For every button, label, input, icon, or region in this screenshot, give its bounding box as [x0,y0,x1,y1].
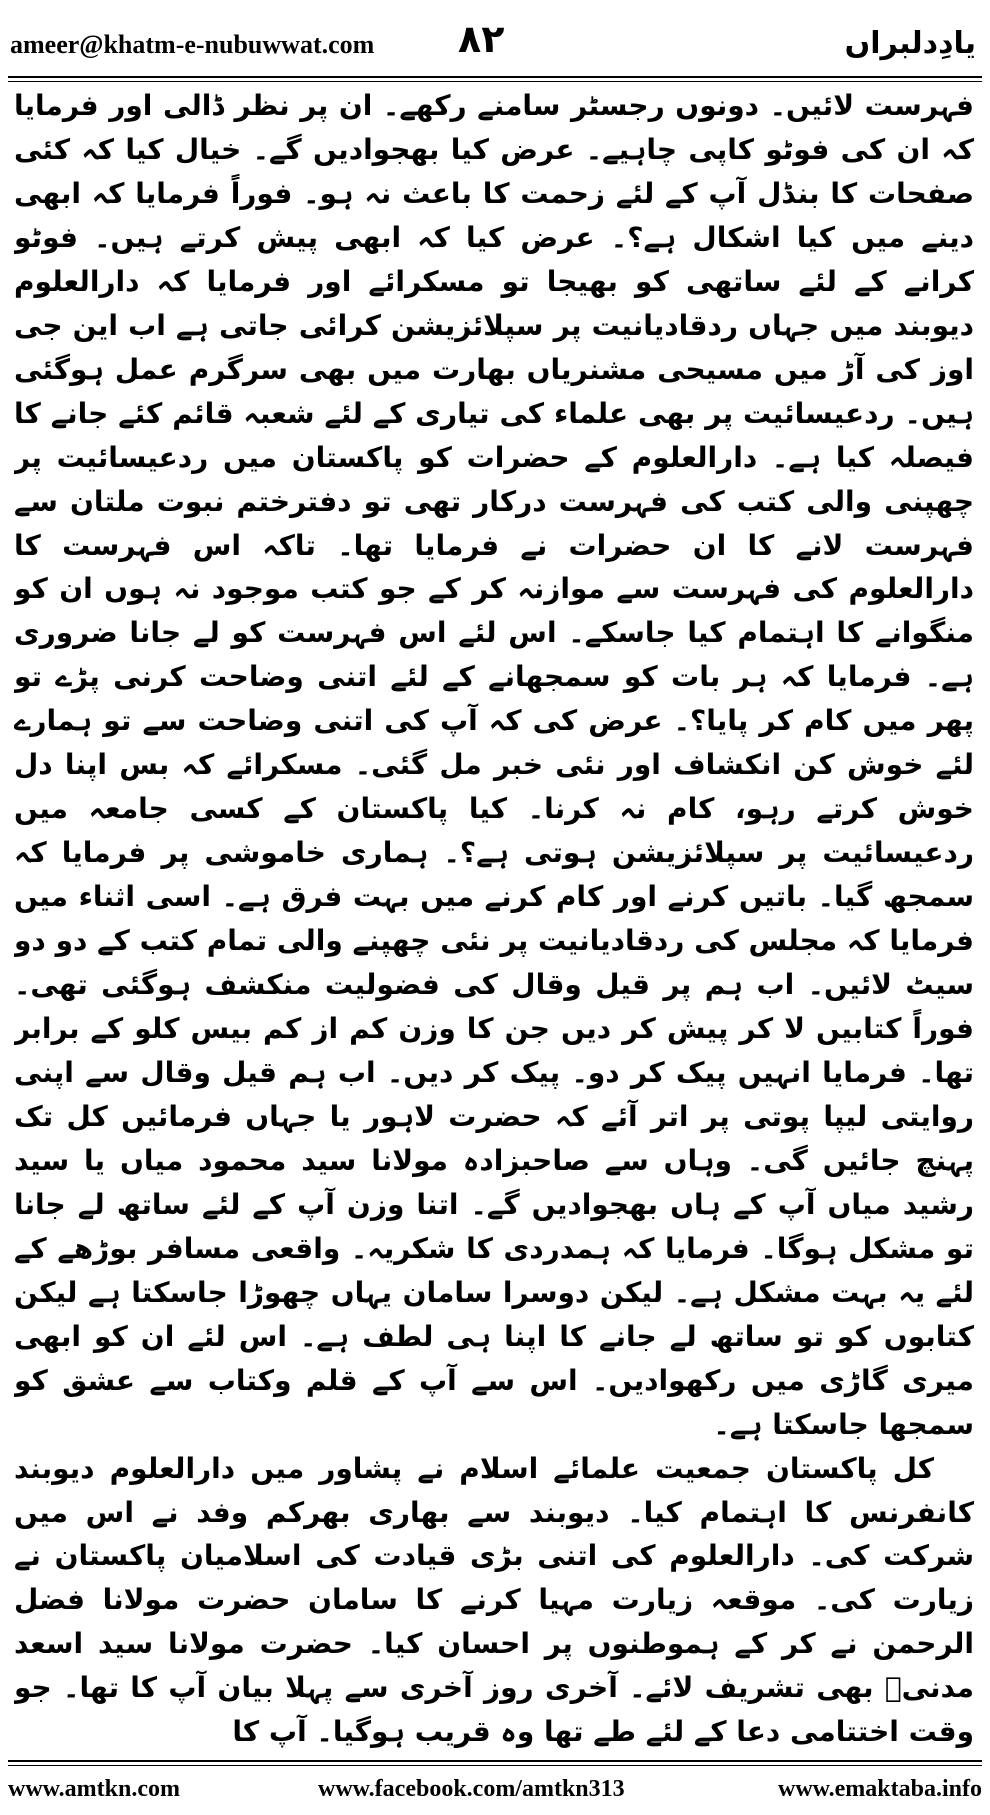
page-number: ۸۲ [458,17,505,61]
footer-link-amtkn[interactable]: www.amtkn.com [8,1776,180,1802]
book-title: یادِدلبراں [844,26,976,61]
body-paragraph-2: کل پاکستان جمعیت علمائے اسلام نے پشاور میں دارالعلوم دیوبند کانفرنس کا اہتمام کیا۔ دیوبند سے بھاری بھرکم وفد نے اس میں شرکت کی۔ دارالعلوم کی اتنی بڑی قیادت کی اسلامیان پاکستان نے زیارت کی۔ موقعہ زیارت مہیا کرنے کا سامان حضرت مولانا فضل الرحمن نے کر کے ہموطنوں پر احسان کیا۔ حضرت مولانا سید اسعد مدنیؒ بھی تشریف لائے۔ آخری روز آخری سے پہلا بیان آپ کا تھا۔ جو وقت اختتامی دعا کے لئے طے تھا وہ قریب ہوگیا۔ آپ کا [14,1451,974,1749]
body-paragraph-1: فہرست لائیں۔ دونوں رجسٹر سامنے رکھے۔ ان پر نظر ڈالی اور فرمایا کہ ان کی فوٹو کاپی چاہیے۔ عرض کیا بھجوادیں گے۔ خیال کیا کہ کئی صفحات کا بنڈل آپ کے لئے زحمت کا باعث نہ ہو۔ فوراً فرمایا کہ ابھی دینے میں کیا اشکال ہے؟۔ عرض کیا کہ ابھی پیش کرتے ہیں۔ فوٹو کرانے کے لئے ساتھی کو بھیجا تو مسکرائے اور فرمایا کہ دارالعلوم دیوبند میں جہاں ردقادیانیت پر سپلائزیشن کرائی جاتی ہے اب این جی اوز کی آڑ میں مسیحی مشنریاں بھارت میں بھی سرگرم عمل ہوگئی ہیں۔ ردعیسائیت پر بھی علماء کی تیاری کے لئے شعبہ قائم کئے جانے کا فیصلہ کیا ہے۔ دارالعلوم کے حضرات کو پاکستان میں ردعیسائیت پر چھپنی والی کتب کی فہرست درکار تھی تو دفترختم نبوت ملتان سے فہرست لانے کا ان حضرات نے فرمایا تھا۔ تاکہ اس فہرست کا دارالعلوم کی فہرست سے موازنہ کر کے جو کتب موجود نہ ہوں ان کو منگوانے کا اہتمام کیا جاسکے۔ اس لئے اس فہرست کو لے جانا ضروری ہے۔ فرمایا کہ ہر بات کو سمجھانے کے لئے اتنی وضاحت کرنی پڑے تو پھر میں کام کر پایا؟۔ عرض کی کہ آپ کی اتنی وضاحت سے تو ہمارے لئے خوش کن انکشاف اور نئی خبر مل گئی۔ مسکرائے کہ بس اپنا دل خوش کرتے رہو، کام نہ کرنا۔ کیا پاکستان کے کسی جامعہ میں ردعیسائیت پر سپلائزیشن ہوتی ہے؟۔ ہماری خاموشی پر فرمایا کہ سمجھ گیا۔ باتیں کرنے اور کام کرنے میں بہت فرق ہے۔ اسی اثناء میں فرمایا کہ مجلس کی ردقادیانیت پر نئی چھپنے والی تمام کتب کے دو دو سیٹ لائیں۔ اب ہم پر قیل وقال کی فضولیت منکشف ہوگئی تھی۔ فوراً کتابیں لا کر پیش کر دیں جن کا وزن کم از کم بیس کلو کے برابر تھا۔ فرمایا انہیں پیک کر دو۔ پیک کر دیں۔ اب ہم قیل وقال سے اپنی روایتی لیپا پوتی پر اتر آئے کہ حضرت لاہور یا جہاں فرمائیں کل تک پہنچ جائیں گی۔ وہاں سے صاحبزادہ مولانا سید محمود میاں یا سید رشید میاں آپ کے ہاں بھجوادیں گے۔ اتنا وزن آپ کے لئے ساتھ لے جانا تو مشکل ہوگا۔ فرمایا کہ ہمدردی کا شکریہ۔ واقعی مسافر بوڑھے کے لئے یہ بہت مشکل ہے۔ لیکن دوسرا سامان یہاں چھوڑا جاسکتا ہے لیکن کتابوں کو تو ساتھ لے جانے کا اپنا ہی لطف ہے۔ اس لئے ان کو ابھی میری گاڑی میں رکھوادیں۔ اس سے آپ کے قلم وکتاب سے عشق کو سمجھا جاسکتا ہے۔ [14,89,974,1441]
header-email: ameer@khatm-e-nubuwwat.com [10,30,375,59]
header-rule [8,76,982,78]
footer-rule [8,1760,982,1762]
page-header [8,14,982,74]
page-footer [8,1770,982,1810]
footer-rule-thin [8,1765,982,1766]
footer-link-emaktaba[interactable]: www.emaktaba.info [777,1776,982,1802]
footer-link-facebook[interactable]: www.facebook.com/amtkn313 [318,1776,625,1802]
page-body [14,84,974,1754]
header-rule-thin [8,81,982,82]
